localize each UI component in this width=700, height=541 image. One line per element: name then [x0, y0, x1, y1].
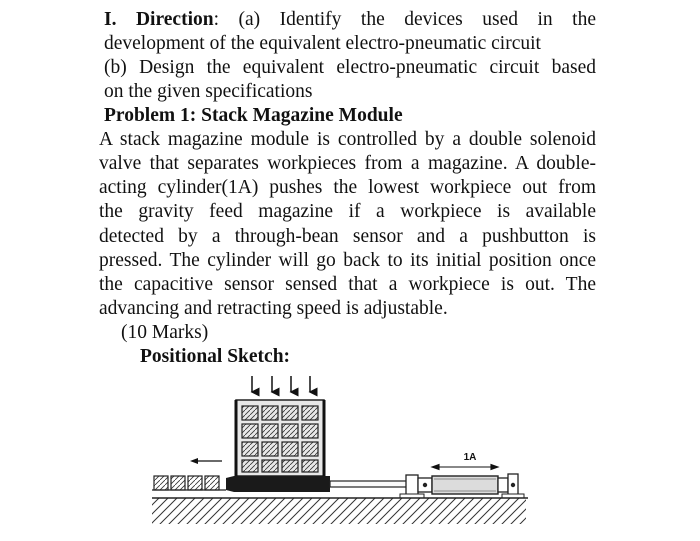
- eject-arrow: [190, 458, 222, 464]
- problem-line: pressed. The cylinder will go back to its initial position once: [99, 250, 596, 271]
- problem-line: A stack magazine module is controlled by a double solenoid: [99, 129, 596, 150]
- stroke-dimension: [432, 465, 498, 470]
- problem-line: the capacitive sensor sensed that a workpiece is out. The: [99, 274, 596, 295]
- problem-line: valve that separates workpieces from a magazine. A double-: [99, 153, 596, 174]
- direction-line-3: (b) Design the equivalent electro-pneumatic circuit based: [104, 57, 596, 78]
- ejected-workpieces: [154, 476, 219, 490]
- problem-line: acting cylinder(1A) pushes the lowest workpiece out from: [99, 177, 596, 198]
- stack-magazine: [236, 400, 324, 476]
- cylinder-1a: [400, 474, 524, 498]
- cylinder-label: 1A: [463, 452, 477, 463]
- direction-line-2: development of the equivalent electro-pneumatic circuit: [104, 33, 541, 54]
- base-plate: [152, 490, 528, 524]
- direction-label: I. Direction: [104, 9, 214, 30]
- gravity-arrows: [252, 376, 310, 392]
- problem-line: the gravity feed magazine if a workpiece is available: [99, 201, 596, 222]
- pusher-slide: [226, 476, 426, 492]
- sketch-heading: Positional Sketch:: [140, 346, 291, 367]
- arrow-left-icon: [190, 458, 198, 464]
- direction-line-4: on the given specifications: [104, 81, 313, 102]
- marks: (10 Marks): [121, 322, 209, 343]
- problem-line: detected by a through-bean sensor and a pushbutton is: [99, 226, 596, 247]
- problem-line: advancing and retracting speed is adjustable.: [99, 298, 448, 319]
- problem-title: Problem 1: Stack Magazine Module: [104, 105, 403, 126]
- direction-text-a: : (a) Identify the devices used in the: [213, 9, 596, 30]
